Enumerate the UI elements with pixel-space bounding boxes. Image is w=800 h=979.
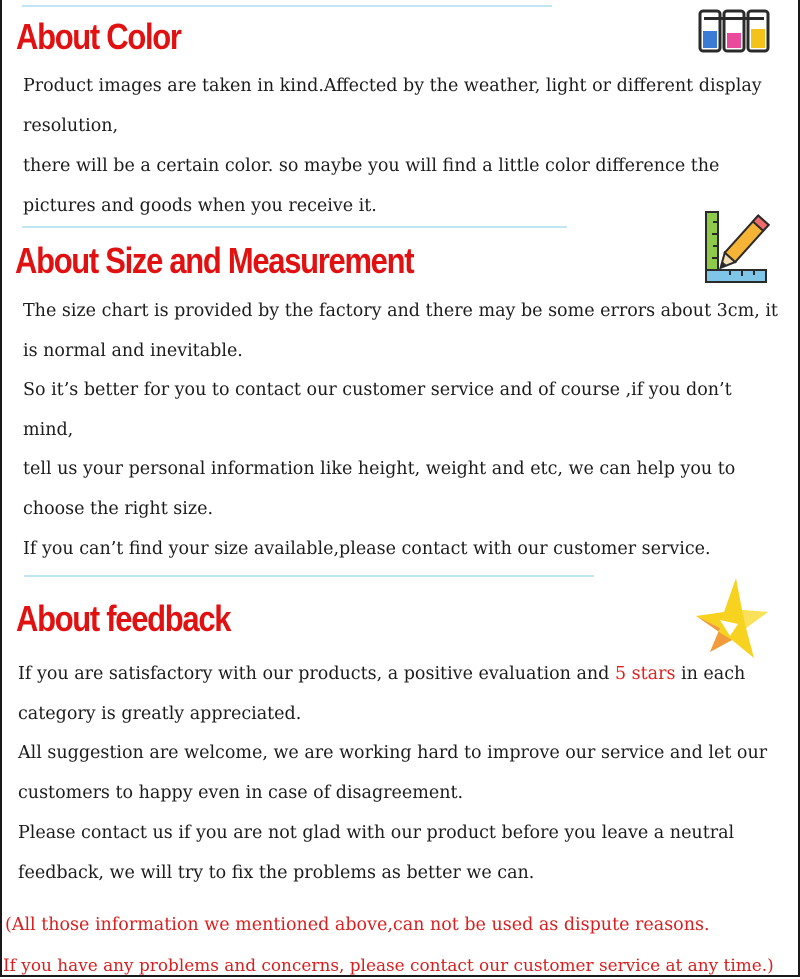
- section-title-size: About Size and Measurement: [15, 240, 414, 281]
- disclaimer-line: (All those information we mentioned above,can not be used as dispute reasons.: [5, 915, 710, 935]
- paragraph-text: in each: [675, 664, 746, 684]
- paragraph-line: there will be a certain color. so maybe you will find a little color difference the: [23, 156, 720, 176]
- paragraph-line: Product images are taken in kind.Affected by the weather, light or different display: [23, 76, 762, 96]
- paragraph-line: All suggestion are welcome, we are working hard to improve our service and let our: [18, 743, 768, 763]
- paragraph-line: Please contact us if you are not glad with our product before you leave a neutral: [18, 823, 735, 843]
- paragraph-text: If you are satisfactory with our products, a positive evaluation and: [18, 664, 615, 684]
- pencil-ruler-icon: [702, 210, 770, 286]
- section-title-color: About Color: [16, 16, 181, 57]
- section-divider: [22, 226, 567, 228]
- paragraph-line: category is greatly appreciated.: [18, 704, 302, 724]
- paragraph-line: resolution,: [23, 116, 119, 136]
- star-icon: [692, 574, 770, 664]
- paragraph-line: choose the right size.: [23, 499, 214, 519]
- paragraph-line: The size chart is provided by the factory and there may be some errors about 3cm, it: [23, 301, 778, 321]
- section-divider: [24, 575, 594, 577]
- paragraph-line: mind,: [23, 420, 74, 440]
- paragraph-line: So it’s better for you to contact our customer service and of course ,if you don’t: [23, 380, 732, 400]
- paragraph-line: customers to happy even in case of disagreement.: [18, 783, 464, 803]
- section-divider: [22, 5, 552, 7]
- paint-pots-icon: [698, 9, 770, 55]
- paragraph-line: feedback, we will try to fix the problems as better we can.: [18, 863, 535, 883]
- paragraph-line: pictures and goods when you receive it.: [23, 196, 377, 216]
- paragraph-line: If you can’t find your size available,please contact with our customer service.: [23, 539, 711, 559]
- paragraph-line: tell us your personal information like height, weight and etc, we can help you to: [23, 459, 736, 479]
- disclaimer-line: If you have any problems and concerns, please contact our customer service at any time.): [3, 955, 774, 975]
- five-stars-highlight: 5 stars: [614, 664, 676, 684]
- paragraph-line: [18, 663, 745, 685]
- paragraph-line: is normal and inevitable.: [23, 341, 243, 361]
- section-title-feedback: About feedback: [16, 598, 231, 639]
